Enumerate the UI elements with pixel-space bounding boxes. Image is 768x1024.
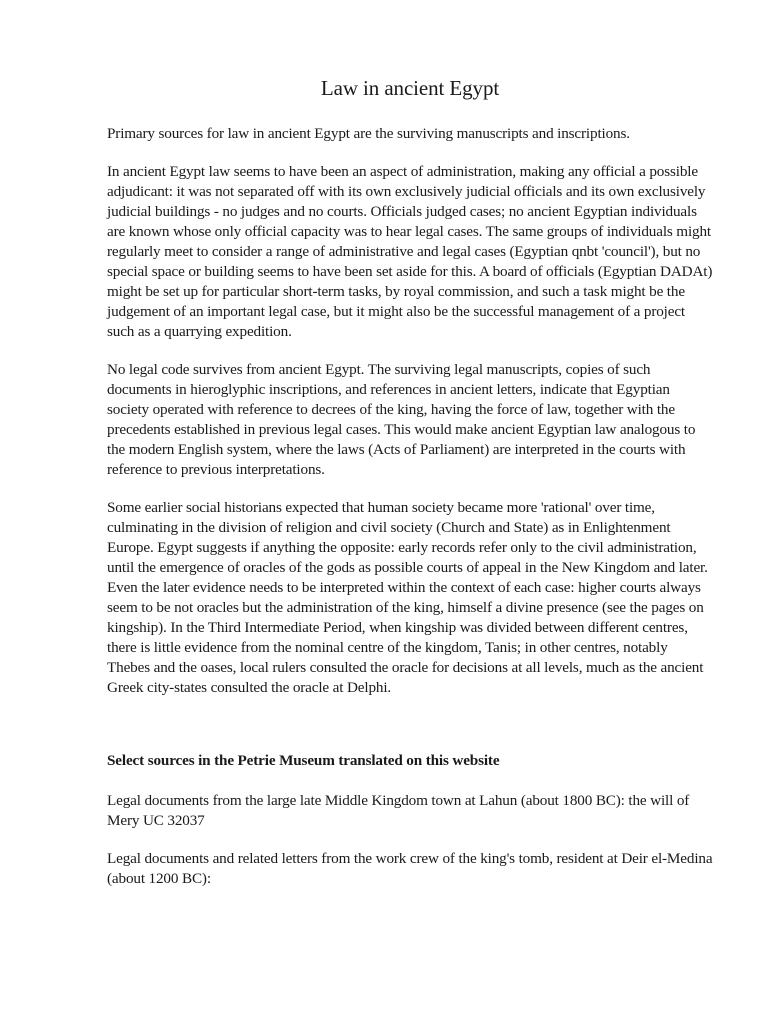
- administration-paragraph: In ancient Egypt law seems to have been an aspect of administration, making any official a possible adjudicant: it was not separated off with its own exclusively judicial officials and its own exclusively judicial buildings - no judges and no courts. Officials judged cases; no ancient Egyptian individuals are known whose only official capacity was to hear legal cases. The same groups of individuals might regularly meet to consider a range of administrative and legal cases (Egyptian qnbt 'council'), but no special space or building seems to have been set aside for this. A board of officials (Egyptian DADAt) might be set up for particular short-term tasks, by royal commission, and such a task might be the judgement of an important legal case, but it might also be the successful management of a project such as a quarrying expedition.: [107, 163, 713, 340]
- intro-paragraph: Primary sources for law in ancient Egypt are the surviving manuscripts and inscriptions.: [107, 125, 630, 142]
- source-item-deir-el-medina: Legal documents and related letters from the work crew of the king's tomb, resident at Deir el-Medina (about 1200 BC):: [107, 850, 713, 887]
- page-title: Law in ancient Egypt: [320, 76, 500, 100]
- legal-code-paragraph: No legal code survives from ancient Egypt. The surviving legal manuscripts, copies of such documents in hieroglyphic inscriptions, and references in ancient letters, indicate that Egyptian society operated with reference to decrees of the king, having the force of law, together with the precedents established in previous legal cases. This would make ancient Egyptian law analogous to the modern English system, where the laws (Acts of Parliament) are interpreted in the courts with reference to previous interpretations.: [107, 361, 696, 478]
- sources-heading: Select sources in the Petrie Museum translated on this website: [107, 752, 500, 769]
- document-page: [107, 74, 713, 907]
- section-spacer: [107, 716, 713, 751]
- historians-paragraph: Some earlier social historians expected that human society became more 'rational' over time, culminating in the division of religion and civil society (Church and State) as in Enlightenment Europe. Egypt suggests if anything the opposite: early records refer only to the civil administration, until the emergence of oracles of the gods as possible courts of appeal in the New Kingdom and later. Even the later evidence needs to be interpreted within the context of each case: higher courts always seem to be not oracles but the administration of the king, himself a divine presence (see the pages on kingship). In the Third Intermediate Period, when kingship was divided between different centres, there is little evidence from the nominal centre of the kingdom, Tanis; in other centres, notably Thebes and the oases, local rulers consulted the oracle for decisions at all levels, much as the ancient Greek city-states consulted the oracle at Delphi.: [107, 499, 708, 696]
- source-item-lahun: Legal documents from the large late Middle Kingdom town at Lahun (about 1800 BC): the will of Mery UC 32037: [107, 792, 690, 829]
